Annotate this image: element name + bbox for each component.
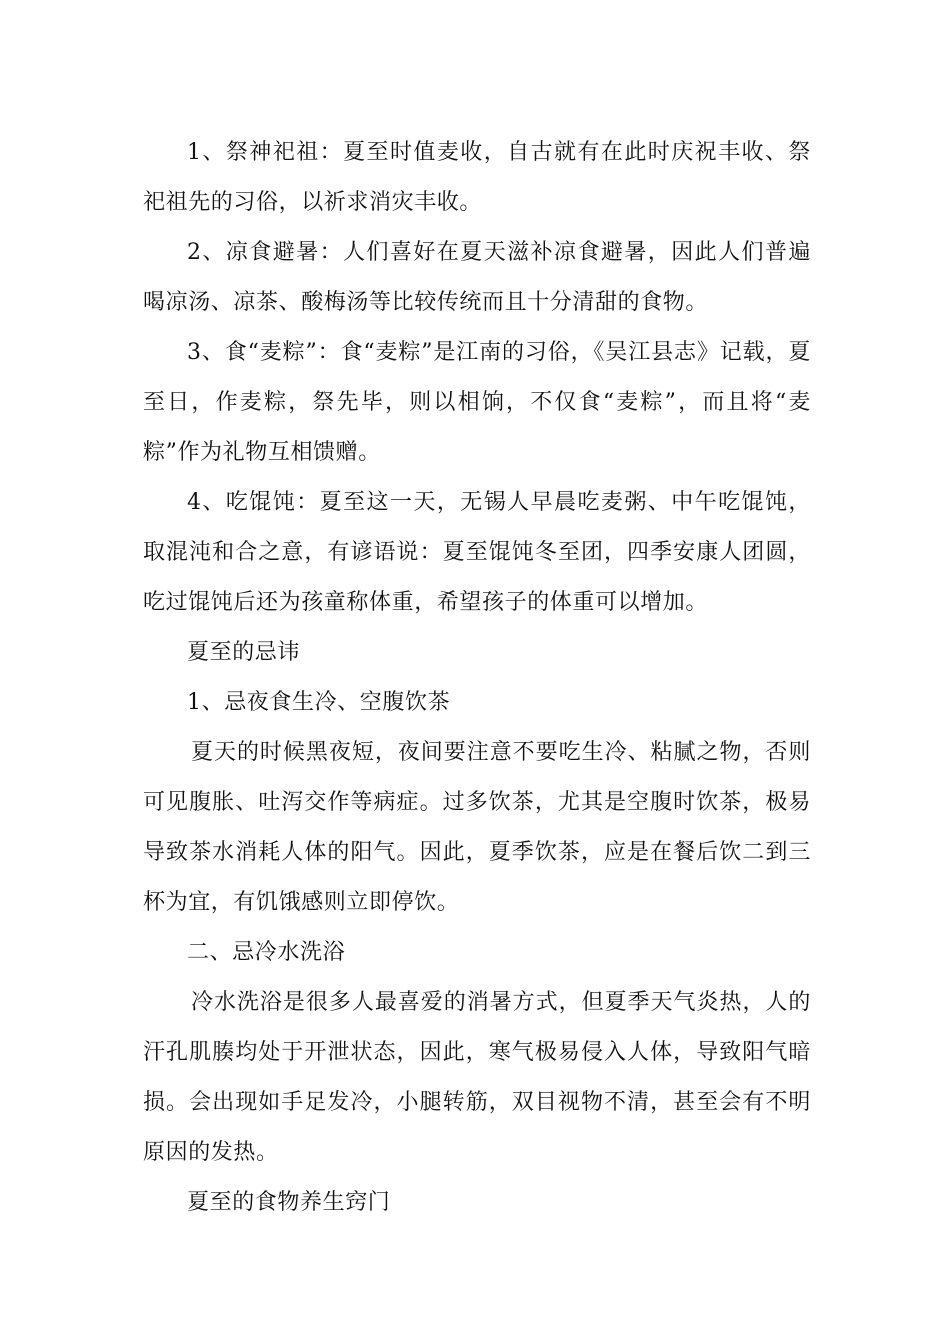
paragraph-custom-worship: 1、祭神祀祖：夏至时值麦收，自古就有在此时庆祝丰收、祭祀祖先的习俗，以祈求消灾丰收。 xyxy=(143,140,811,215)
paragraph-taboo-2: 冷水洗浴是很多人最喜爱的消暑方式，但夏季天气炎热，人的汗孔肌腠均处于开泄状态，因此，寒气极易侵入人体，导致阳气暗损。会出现如手足发冷，小腿转筋，双目视物不清，甚至会有不明原因的发热。 xyxy=(143,990,811,1165)
section-heading-taboos: 夏至的忌讳 xyxy=(187,640,301,665)
section-heading-food-tips: 夏至的食物养生窍门 xyxy=(187,1190,391,1215)
paragraph-taboo-1: 夏天的时候黑夜短，夜间要注意不要吃生冷、粘腻之物，否则可见腹胀、吐泻交作等病症。过多饮茶，尤其是空腹时饮茶，极易导致茶水消耗人体的阳气。因此，夏季饮茶，应是在餐后饮二到三杯为宜，有饥饿感则立即停饮。 xyxy=(143,740,811,915)
paragraph-custom-cool-food: 2、凉食避暑：人们喜好在夏天滋补凉食避暑，因此人们普遍喝凉汤、凉茶、酸梅汤等比较传统而且十分清甜的食物。 xyxy=(143,240,811,315)
paragraph-custom-wonton: 4、吃馄饨：夏至这一天，无锡人早晨吃麦粥、中午吃馄饨，取混沌和合之意，有谚语说：夏至馄饨冬至团，四季安康人团圆，吃过馄饨后还为孩童称体重，希望孩子的体重可以增加。 xyxy=(143,490,811,615)
paragraph-custom-wheat-zongzi: 3、食“麦粽”：食“麦粽”是江南的习俗，《吴江县志》记载，夏至日，作麦粽，祭先毕，则以相饷，不仅食“麦粽”，而且将“麦粽”作为礼物互相馈赠。 xyxy=(143,340,811,465)
subheading-taboo-1: 1、忌夜食生冷、空腹饮茶 xyxy=(187,690,451,715)
document-body xyxy=(143,128,811,1228)
subheading-taboo-2: 二、忌冷水洗浴 xyxy=(187,940,346,965)
